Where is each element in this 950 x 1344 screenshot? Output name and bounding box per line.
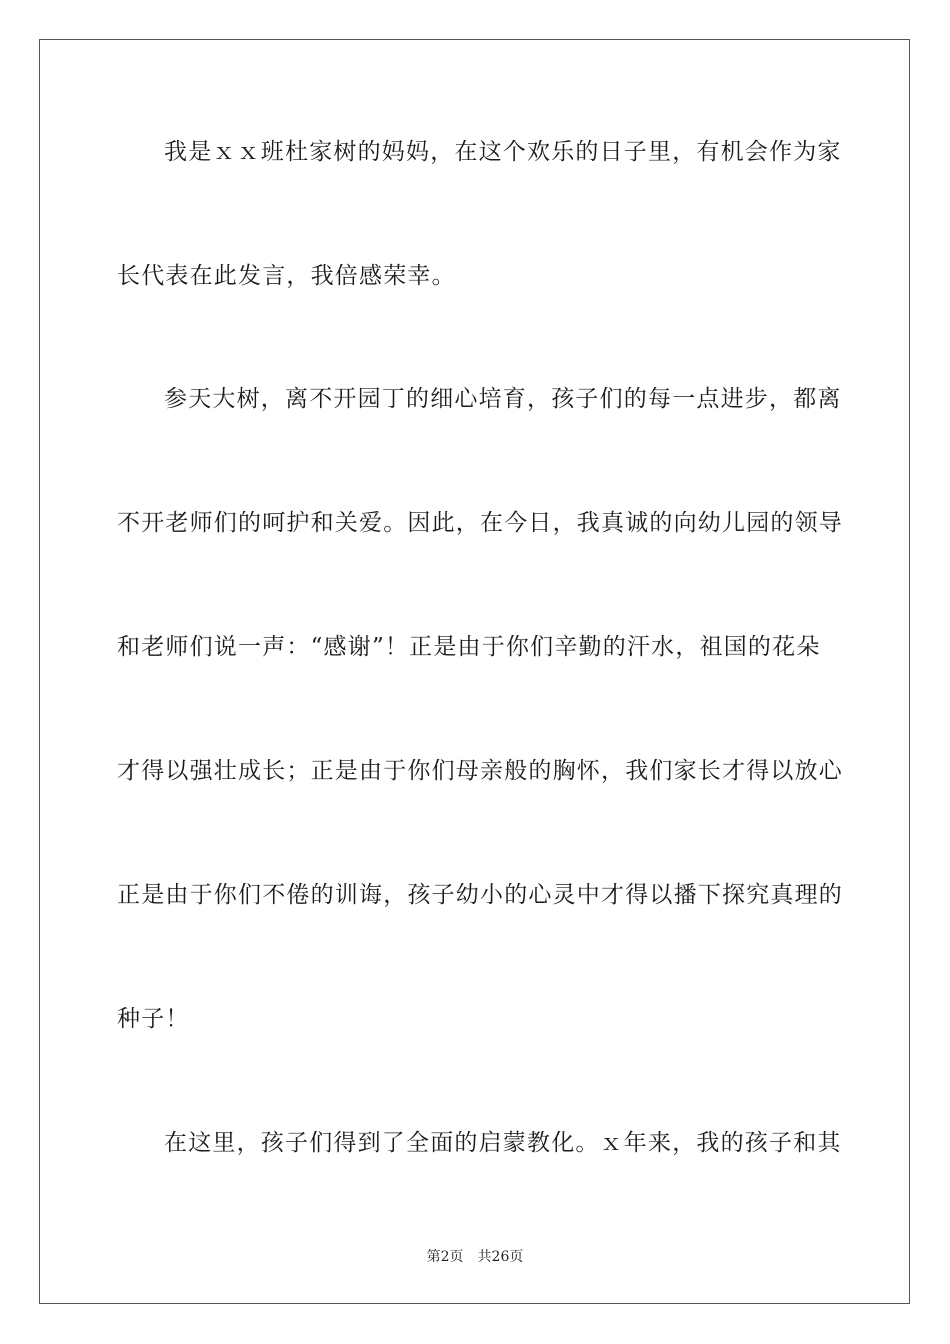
page-border [39, 39, 910, 1304]
paragraph-2-line-4: 才得以强壮成长；正是由于你们母亲般的胸怀，我们家长才得以放心 [117, 758, 843, 784]
paragraph-1-line-1: 我是ｘｘ班杜家树的妈妈，在这个欢乐的日子里，有机会作为家 [164, 139, 842, 165]
paragraph-2-line-3: 和老师们说一声：“感谢”！正是由于你们辛勤的汗水，祖国的花朵 [117, 634, 821, 660]
page-footer [0, 1246, 950, 1266]
paragraph-2-line-5: 正是由于你们不倦的训诲，孩子幼小的心灵中才得以播下探究真理的 [117, 882, 843, 908]
paragraph-2-line-1: 参天大树，离不开园丁的细心培育，孩子们的每一点进步，都离 [164, 386, 842, 412]
page-number: 第2页 [426, 1249, 464, 1265]
paragraph-1-line-2: 长代表在此发言，我倍感荣幸。 [117, 263, 456, 289]
paragraph-3-line-1: 在这里，孩子们得到了全面的启蒙教化。ｘ年来，我的孩子和其 [164, 1130, 842, 1156]
paragraph-2-line-2: 不开老师们的呵护和关爱。因此，在今日，我真诚的向幼儿园的领导 [117, 510, 843, 536]
page-total: 共26页 [477, 1249, 524, 1265]
paragraph-2-line-6: 种子！ [117, 1006, 190, 1032]
